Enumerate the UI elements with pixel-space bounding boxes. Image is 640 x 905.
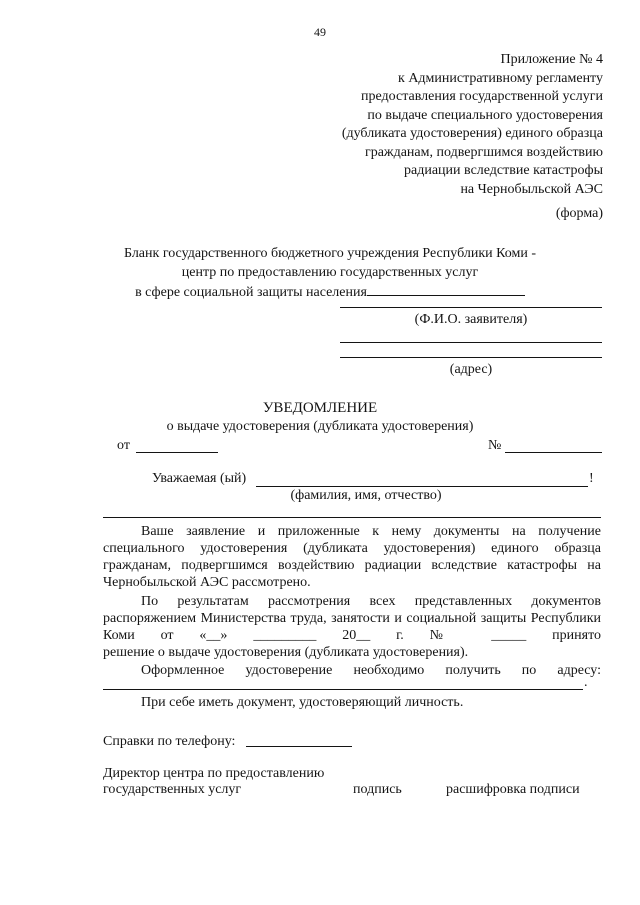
- director-title: Директор центра по предоставлению: [103, 766, 325, 781]
- fio-caption: (фамилия, имя, отчество): [290, 488, 442, 503]
- number-prefix: №: [488, 438, 502, 453]
- address-caption: (адрес): [449, 362, 493, 377]
- appendix-line: гражданам, подвергшимся воздействию: [364, 144, 603, 160]
- director-title-continued: государственных услуг: [103, 782, 242, 797]
- period: .: [584, 675, 588, 690]
- address-line-2[interactable]: [340, 357, 602, 358]
- number-field[interactable]: [505, 452, 602, 453]
- body-paragraph-3: Оформленное удостоверение необходимо получить по адресу:: [141, 663, 601, 678]
- blank-line: Бланк государственного бюджетного учреждения Республики Коми -: [123, 246, 537, 261]
- address-line-1[interactable]: [340, 342, 602, 343]
- appendix-line: на Чернобыльской АЭС: [460, 181, 603, 197]
- date-field[interactable]: [136, 452, 218, 453]
- signature-label: подпись: [353, 782, 402, 797]
- appendix-line: Приложение № 4: [500, 52, 603, 67]
- appendix-line: по выдаче специального удостоверения: [367, 107, 603, 123]
- body-paragraph-4: При себе иметь документ, удостоверяющий личность.: [141, 695, 464, 710]
- greeting-exclamation: !: [589, 471, 594, 486]
- applicant-caption: (Ф.И.О. заявителя): [414, 312, 528, 327]
- phone-field[interactable]: [246, 746, 352, 747]
- body-paragraph-1: Ваше заявление и приложенные к нему документы на получение специального удостоверения (дубликата удостоверения) единого образца гражданам, подвергшимся воздействию радиации вследствие катастрофы на Чернобыльской АЭС рассмотрено.: [103, 524, 601, 590]
- phone-label: Справки по телефону:: [103, 734, 236, 749]
- appendix-header: [342, 51, 603, 199]
- appendix-line: предоставления государственной услуги: [361, 89, 603, 104]
- appendix-line: (дубликата удостоверения) единого образца: [341, 126, 603, 141]
- document-title: УВЕДОМЛЕНИЕ: [262, 400, 378, 416]
- document-subtitle: о выдаче удостоверения (дубликата удостоверения): [166, 419, 474, 434]
- separator-line: [103, 517, 601, 518]
- blank-line: центр по предоставлению государственных услуг: [181, 264, 479, 280]
- applicant-name-line[interactable]: [340, 307, 602, 308]
- greeting-label: Уважаемая (ый): [152, 471, 247, 486]
- form-label: (форма): [555, 206, 603, 221]
- date-prefix: от: [117, 438, 130, 453]
- signature-decode-label: расшифровка подписи: [446, 782, 580, 797]
- appendix-line: к Административному регламенту: [398, 70, 603, 86]
- appendix-line: радиации вследствие катастрофы: [404, 163, 603, 178]
- page-number: 49: [314, 25, 326, 39]
- body-paragraph-2-end: решение о выдаче удостоверения (дубликата удостоверения).: [103, 645, 469, 660]
- institution-blank-field[interactable]: [367, 282, 525, 296]
- blank-line-with-field: [100, 282, 560, 301]
- notification-body: [103, 523, 601, 679]
- pickup-address-field[interactable]: [103, 689, 583, 690]
- institution-blank: [100, 245, 560, 301]
- blank-line: в сфере социальной защиты населения: [135, 285, 367, 300]
- body-paragraph-2: По результатам рассмотрения всех представленных документов распоряжением Министерства труда, занятости и социальной защиты Республики Коми от «__» _________ 20__ г. № _____ принято: [103, 594, 601, 643]
